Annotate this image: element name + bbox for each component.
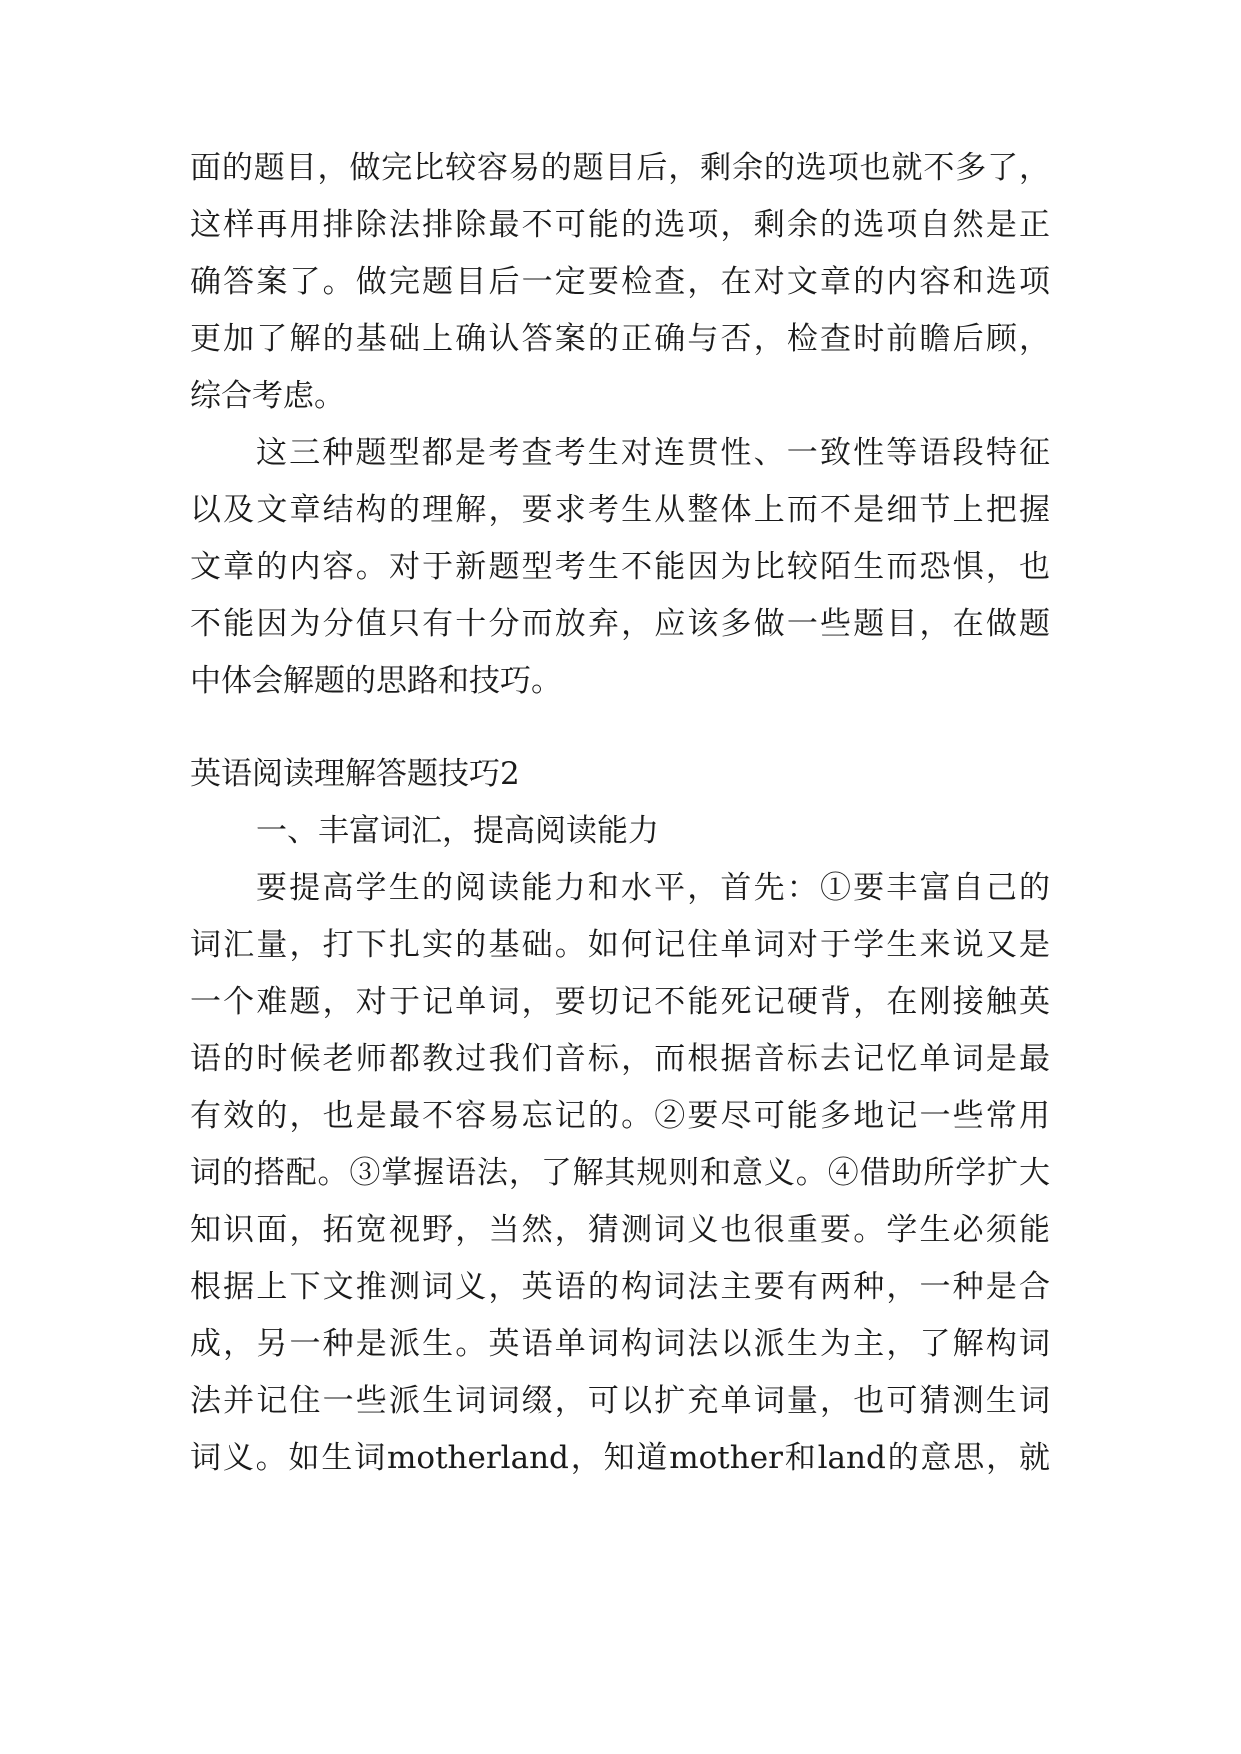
text-line: 以及文章结构的理解，要求考生从整体上而不是细节上把握 bbox=[190, 492, 1050, 528]
text-line: 知识面，拓宽视野，当然，猜测词义也很重要。学生必须能 bbox=[190, 1212, 1050, 1248]
text-line: 文章的内容。对于新题型考生不能因为比较陌生而恐惧，也 bbox=[190, 549, 1050, 585]
section-title: 英语阅读理解答题技巧2 bbox=[190, 756, 520, 792]
text-line: 词义。如生词motherland，知道mother和land的意思，就 bbox=[190, 1440, 1050, 1476]
text-line: 不能因为分值只有十分而放弃，应该多做一些题目，在做题 bbox=[190, 606, 1050, 642]
text-line: 语的时候老师都教过我们音标，而根据音标去记忆单词是最 bbox=[190, 1041, 1050, 1077]
text-line: 综合考虑。 bbox=[190, 378, 345, 414]
text-line: 这三种题型都是考查考生对连贯性、一致性等语段特征 bbox=[256, 435, 1050, 471]
text-line: 中体会解题的思路和技巧。 bbox=[190, 663, 562, 699]
text-line: 这样再用排除法排除最不可能的选项，剩余的选项自然是正 bbox=[190, 207, 1050, 243]
text-line: 面的题目，做完比较容易的题目后，剩余的选项也就不多了， bbox=[190, 150, 1050, 186]
text-line: 法并记住一些派生词词缀，可以扩充单词量，也可猜测生词 bbox=[190, 1383, 1050, 1419]
subheading: 一、丰富词汇，提高阅读能力 bbox=[256, 813, 659, 849]
text-line: 要提高学生的阅读能力和水平，首先：①要丰富自己的 bbox=[256, 870, 1050, 906]
text-line: 根据上下文推测词义，英语的构词法主要有两种，一种是合 bbox=[190, 1269, 1050, 1305]
text-line: 更加了解的基础上确认答案的正确与否，检查时前瞻后顾， bbox=[190, 321, 1050, 357]
text-line: 词的搭配。③掌握语法，了解其规则和意义。④借助所学扩大 bbox=[190, 1155, 1050, 1191]
text-line: 有效的，也是最不容易忘记的。②要尽可能多地记一些常用 bbox=[190, 1098, 1050, 1134]
text-line: 词汇量，打下扎实的基础。如何记住单词对于学生来说又是 bbox=[190, 927, 1050, 963]
text-line: 成，另一种是派生。英语单词构词法以派生为主，了解构词 bbox=[190, 1326, 1050, 1362]
text-line: 一个难题，对于记单词，要切记不能死记硬背，在刚接触英 bbox=[190, 984, 1050, 1020]
text-line: 确答案了。做完题目后一定要检查，在对文章的内容和选项 bbox=[190, 264, 1050, 300]
